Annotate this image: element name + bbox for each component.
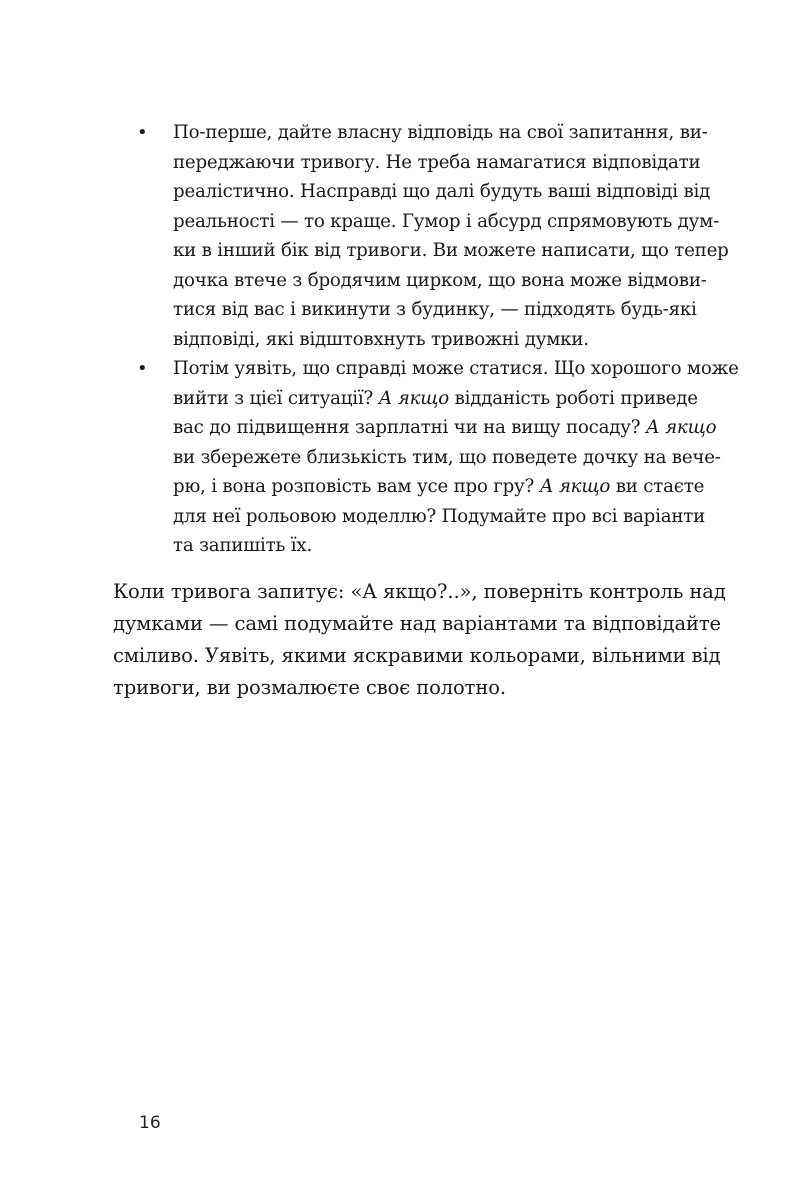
- text-line: реалістично. Насправді що далі будуть ваші відповіді від: [173, 181, 711, 202]
- text-line: тися від вас і викинути з будинку, — підходять будь-які: [173, 299, 697, 320]
- bullet-item-2: [113, 354, 739, 561]
- bullet-list: [113, 118, 739, 561]
- text-line: Потім уявіть, що справді може статися. Що хорошого може: [173, 358, 739, 379]
- bullet-icon: •: [137, 122, 148, 143]
- text-line: переджаючи тривогу. Не треба намагатися відповідати: [173, 151, 701, 173]
- text-line: для неї рольовою моделлю? Подумайте про всі варіанти: [173, 505, 706, 527]
- text-line: ки в інший бік від тривоги. Ви можете написати, що тепер: [173, 240, 729, 261]
- bullet-item-1: [113, 118, 729, 354]
- text-line: реальності — то краще. Гумор і абсурд спрямовують дум-: [173, 210, 720, 232]
- text-line: та запишіть їх.: [173, 535, 313, 556]
- text-line: відповіді, які відштовхнуть тривожні думки.: [173, 328, 589, 350]
- text-line: думками — самі подумайте над варіантами та відповідайте: [113, 612, 721, 635]
- text-line: дочка втече з бродячим цирком, що вона може відмови-: [173, 269, 707, 291]
- text-line: Коли тривога запитує: «А якщо?..», поверніть контроль над: [113, 580, 726, 603]
- text-line: сміливо. Уявіть, якими яскравими кольорами, вільними від: [113, 644, 721, 667]
- emphasis: А якщо: [539, 476, 611, 497]
- text-line: ви збережете близькість тим, що поведете дочку на вече-: [173, 446, 721, 468]
- body-paragraph: [113, 576, 726, 704]
- text-line: вас до підвищення зарплатні чи на вищу посаду? А якщо: [173, 417, 717, 438]
- text-line: вийти з цієї ситуації? А якщо відданість роботі приведе: [173, 387, 698, 409]
- text-line: рю, і вона розповість вам усе про гру? А якщо ви стаєте: [173, 476, 705, 497]
- text-line: По-перше, дайте власну відповідь на свої запитання, ви-: [173, 122, 708, 143]
- emphasis: А якщо: [645, 417, 717, 438]
- text-line: тривоги, ви розмалюєте своє полотно.: [113, 676, 506, 699]
- page-number: 16: [139, 1113, 161, 1133]
- bullet-icon: •: [137, 358, 148, 379]
- emphasis: А якщо: [378, 387, 450, 409]
